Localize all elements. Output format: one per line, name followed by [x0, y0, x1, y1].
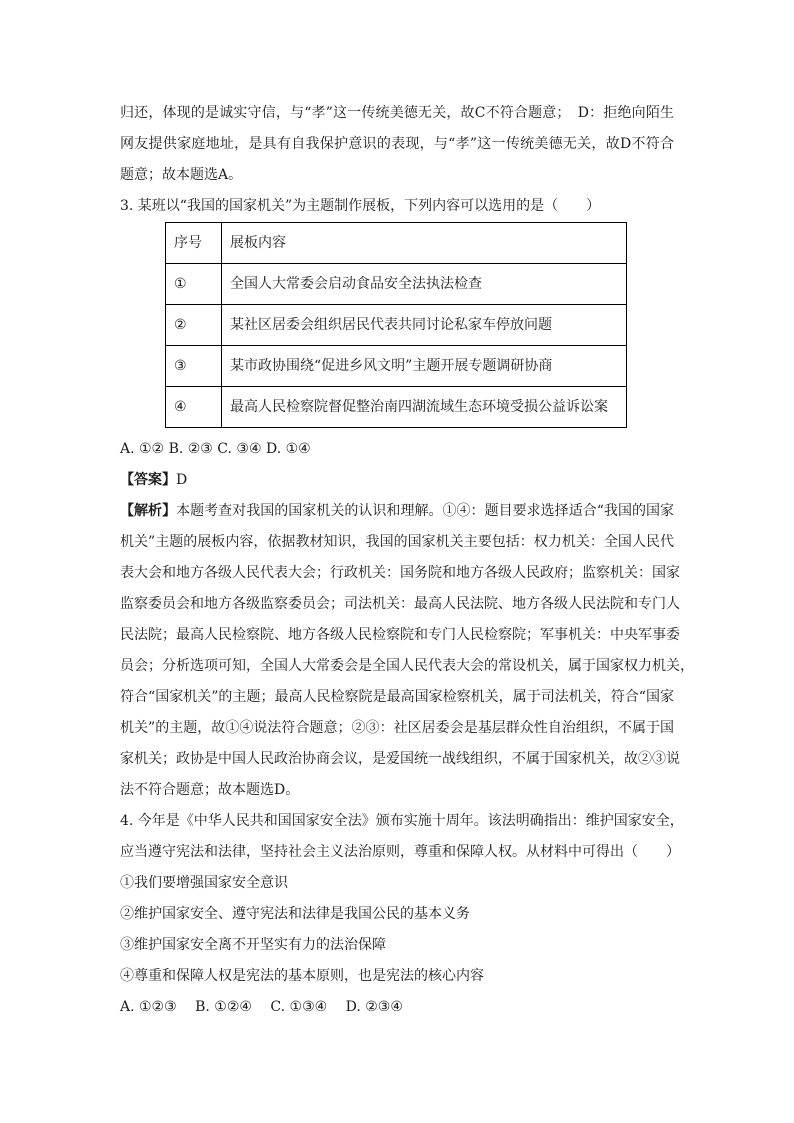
q4-statement-3: ③维护国家安全离不开坚实有力的法治保障	[120, 937, 386, 953]
q4-statement-4: ④尊重和保障人权是宪法的基本原则，也是宪法的核心内容	[120, 968, 484, 984]
table-row	[166, 264, 627, 305]
table-cell-number: ③	[166, 346, 222, 387]
q3-analysis-line-3: 表大会和地方各级人民代表大会；行政机关：国务院和地方各级人民政府；监察机关：国家	[120, 565, 680, 581]
table-cell-number: ①	[166, 264, 222, 305]
table-header-content: 展板内容	[222, 223, 627, 264]
q3-stem: 3. 某班以“我国的国家机关”为主题制作展板，下列内容可以选用的是（ ）	[120, 198, 601, 214]
q2-explanation-line-1: 归还，体现的是诚实守信，与“孝”这一传统美德无关，故C不符合题意； D：拒绝向陌生	[120, 105, 674, 121]
q3-analysis-line-1	[120, 502, 674, 520]
q3-analysis-line-9: 家机关；政协是中国人民政治协商会议，是爱国统一战线组织，不属于国家机关，故②③说	[120, 751, 680, 767]
table-cell-content: 最高人民检察院督促整治南四湖流域生态环境受损公益诉讼案	[222, 387, 627, 428]
q4-choices: A. ①②③ B. ①②④ C. ①③④ D. ②③④	[120, 999, 403, 1015]
table-cell-number: ②	[166, 305, 222, 346]
table-header-number: 序号	[166, 223, 222, 264]
q3-analysis-line-5: 民法院；最高人民检察院、地方各级人民检察院和专门人民检察院；军事机关：中央军事委	[120, 627, 680, 643]
q3-answer	[120, 471, 187, 489]
answer-label: 【答案】	[120, 472, 176, 488]
analysis-text: 本题考查对我国的国家机关的认识和理解。①④：题目要求选择适合“我国的国家	[176, 503, 675, 519]
q3-analysis-line-4: 监察委员会和地方各级监察委员会；司法机关：最高人民法院、地方各级人民法院和专门人	[120, 596, 680, 612]
table-row	[166, 346, 627, 387]
table-cell-content: 某社区居委会组织居民代表共同讨论私家车停放问题	[222, 305, 627, 346]
table-row	[166, 305, 627, 346]
table-cell-content: 某市政协围绕“促进乡风文明”主题开展专题调研协商	[222, 346, 627, 387]
q4-statement-1: ①我们要增强国家安全意识	[120, 875, 288, 891]
q2-explanation-line-2: 网友提供家庭地址，是具有自我保护意识的表现，与“孝”这一传统美德无关，故D不符合	[120, 136, 674, 152]
q3-choices: A. ①② B. ②③ C. ③④ D. ①④	[120, 441, 311, 457]
table-header-row	[166, 223, 627, 264]
q3-analysis-line-6: 员会；分析选项可知，全国人大常委会是全国人民代表大会的常设机关，属于国家权力机关，	[120, 658, 694, 674]
table-row	[166, 387, 627, 428]
q3-analysis-line-8: 机关”的主题，故①④说法符合题意；②③：社区居委会是基层群众性自治组织，不属于国	[120, 720, 674, 736]
q3-options-table	[165, 222, 627, 428]
analysis-label: 【解析】	[120, 503, 177, 519]
q4-stem-line-2: 应当遵守宪法和法律，坚持社会主义法治原则，尊重和保障人权。从材料中可得出（ ）	[120, 844, 680, 860]
table-cell-content: 全国人大常委会启动食品安全法执法检查	[222, 264, 627, 305]
q3-analysis-line-10: 法不符合题意；故本题选D。	[120, 782, 300, 798]
table-cell-number: ④	[166, 387, 222, 428]
q2-explanation-line-3: 题意；故本题选A。	[120, 167, 243, 183]
q3-analysis-line-2: 机关”主题的展板内容，依据教材知识，我国的国家机关主要包括：权力机关：全国人民代	[120, 534, 674, 550]
q4-statement-2: ②维护国家安全、遵守宪法和法律是我国公民的基本义务	[120, 906, 470, 922]
q4-stem-line-1: 4. 今年是《中华人民共和国国家安全法》颁布实施十周年。该法明确指出：维护国家安全，	[120, 813, 684, 829]
q3-analysis-line-7: 符合“国家机关”的主题；最高人民检察院是最高国家检察机关，属于司法机关，符合“国家	[120, 689, 674, 705]
answer-value: D	[176, 472, 188, 488]
